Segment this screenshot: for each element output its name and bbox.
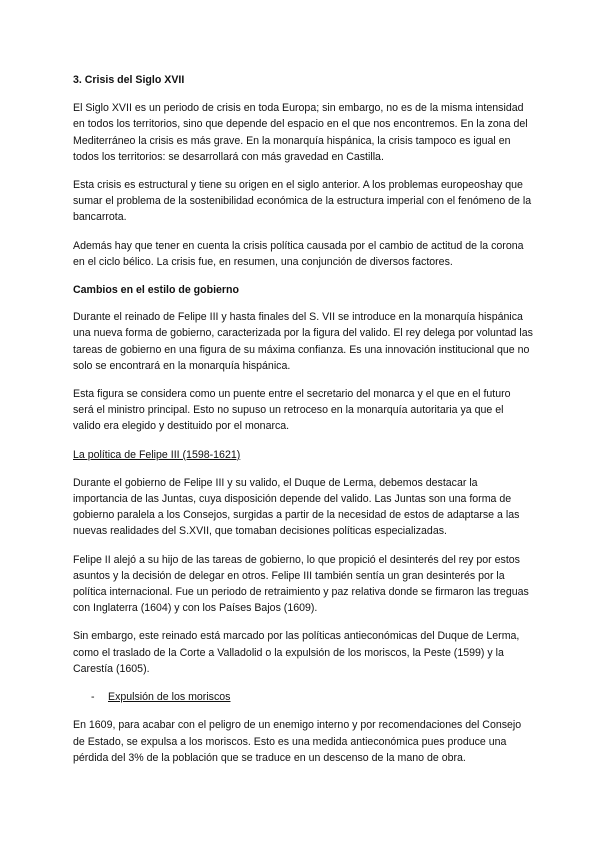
bullet-heading: Expulsión de los moriscos [108, 691, 231, 704]
page-title: 3. Crisis del Siglo XVII [73, 74, 185, 86]
final-paragraph: En 1609, para acabar con el peligro de un enemigo interno y por recomendaciones del Consejo de Estado, se expulsa a los moriscos. Esto es una medida antieconómica pues produce una pérdida del 3% de la población que se traduce en un descenso de la mano de obra. [73, 719, 522, 764]
section-heading: Cambios en el estilo de gobierno [73, 284, 239, 297]
bullet-item [73, 689, 533, 705]
subsection-paragraph-1: Durante el gobierno de Felipe III y su valido, el Duque de Lerma, debemos destacar la importancia de las Juntas, cuya disposición depende del valido. Las Juntas son una forma de gobierno paralela a los Consejos, surgidas a partir de la necesidad de estos de adaptarse a las nuevas realidades del S.XVII, que tomaban decisiones políticas especializadas. [73, 476, 520, 538]
subsection-paragraph-2: Felipe II alejó a su hijo de las tareas de gobierno, lo que propició el desinterés del rey por estos asuntos y la decisión de delegar en otros. Felipe III también sentía un gran desinterés por la política internacional. Fue un periodo de retraimiento y paz relativa donde se firmaron las treguas con Inglaterra (1604) y con los Países Bajos (1609). [73, 553, 529, 615]
intro-paragraph-2: Esta crisis es estructural y tiene su origen en el siglo anterior. A los problemas europeoshay que sumar el problema de la sostenibilidad económica de la estructura imperial con el fenómeno de la bancarrota. [73, 179, 532, 224]
intro-paragraph-1: El Siglo XVII es un periodo de crisis en toda Europa; sin embargo, no es de la misma intensidad en todos los territorios, sino que depende del espacio en el que nos encontremos. En la zona del Mediterráneo la crisis es más grave. En la monarquía hispánica, la crisis tampoco es igual en todos los territorios: se desarrollará con más gravedad en Castilla. [73, 102, 528, 163]
bullet-marker: - [91, 691, 95, 704]
section-paragraph-1: Durante el reinado de Felipe III y hasta finales del S. VII se introduce en la monarquía hispánica una nueva forma de gobierno, caracterizada por la figura del valido. El rey delega por voluntad las tareas de gobierno en una figura de su máxima confianza. Es una innovación institucional que no solo se encontrará en la monarquía hispánica. [73, 311, 533, 372]
subsection-heading: La política de Felipe III (1598-1621) [73, 448, 241, 461]
subsection-paragraph-3: Sin embargo, este reinado está marcado por las políticas antieconómicas del Duque de Lerma, como el traslado de la Corte a Valladolid o la expulsión de los moriscos, la Peste (1599) y la Carestía (1605). [73, 630, 520, 675]
document-page [73, 72, 533, 778]
section-paragraph-2: Esta figura se considera como un puente entre el secretario del monarca y el que en el futuro será el ministro principal. Esto no supuso un retroceso en la monarquía autoritaria ya que el valido era elegido y destituido por el monarca. [73, 388, 511, 433]
intro-paragraph-3: Además hay que tener en cuenta la crisis política causada por el cambio de actitud de la corona en el ciclo bélico. La crisis fue, en resumen, una conjunción de diversos factores. [73, 239, 524, 268]
